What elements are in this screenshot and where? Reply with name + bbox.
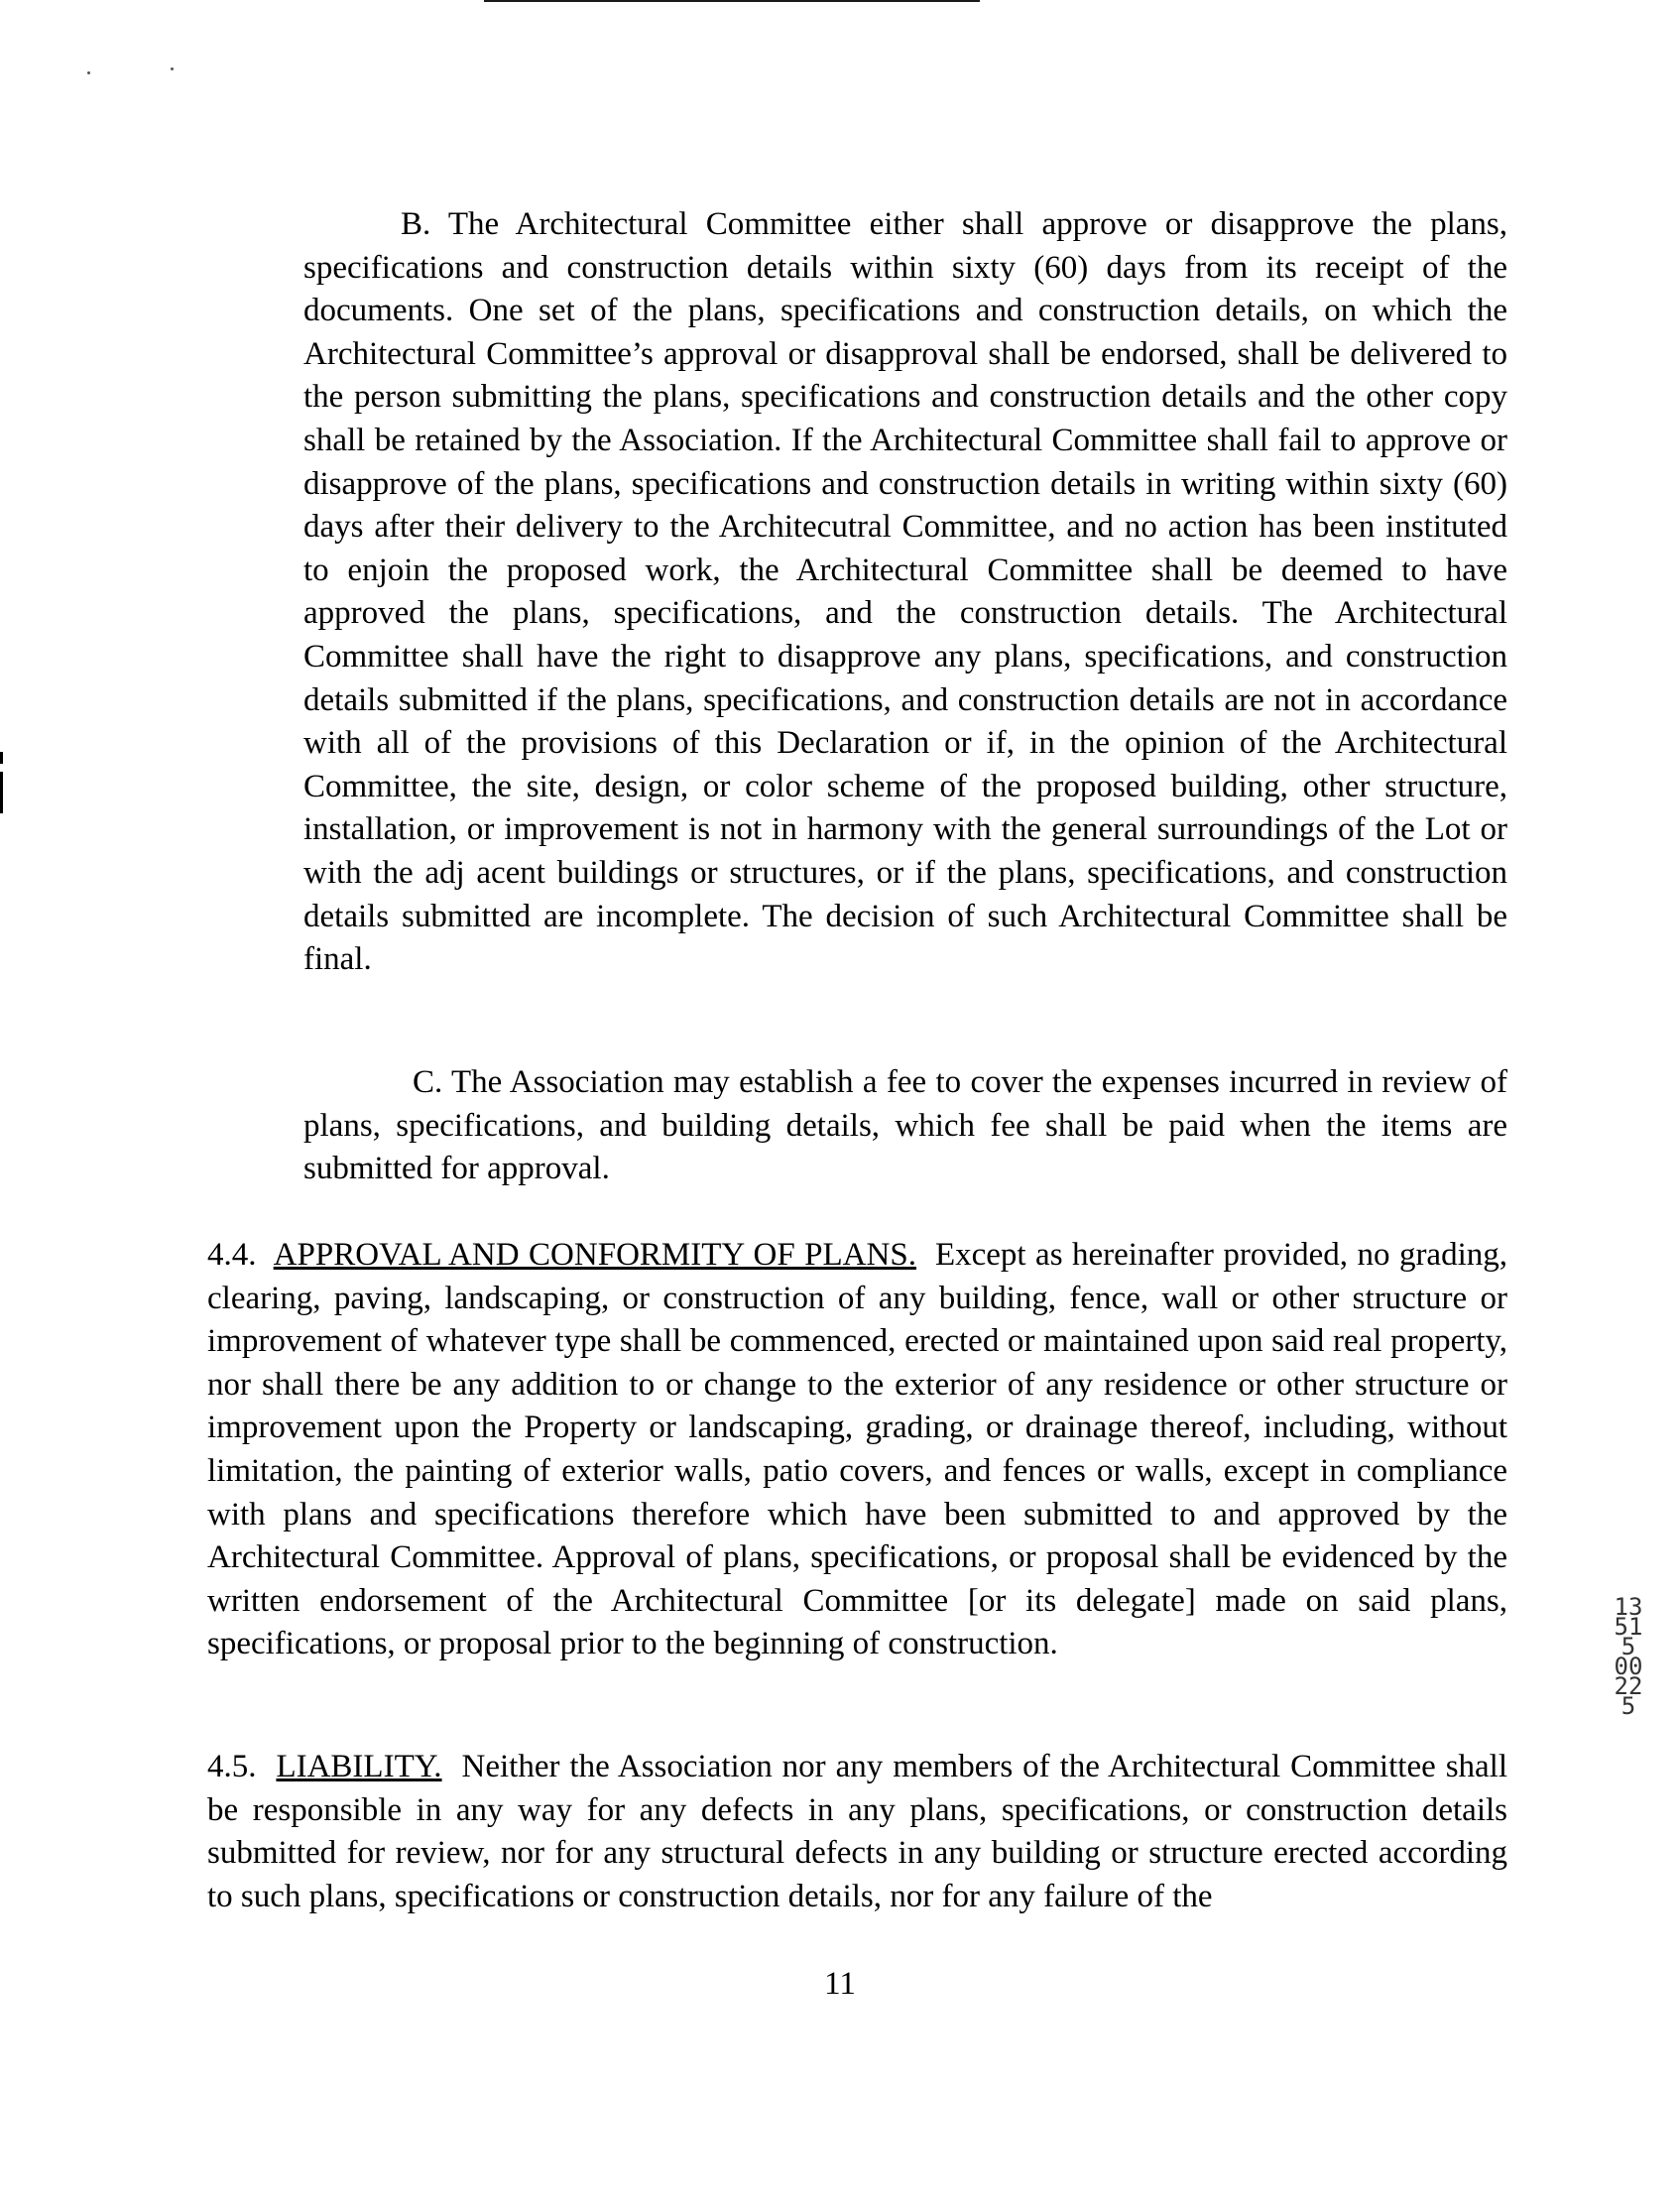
paragraph-b-text: B. The Architectural Committee either shall approve or disapprove the plans, specifications and construction details within sixty (60) days from its receipt of the documents. One set of the plans, specifications and construction details, on which the Architectural Committee’s approval or disapproval shall be endorsed, shall be delivered to the person submitting the plans, specifications and construction details and the other copy shall be retained by the Association. If the Architectural Committee shall fail to approve or disapprove of the plans, specifications and construction details in writing within sixty (60) days after their delivery to the Architecutral Committee, and no action has been instituted to enjoin the proposed work, the Architectural Committee shall be deemed to have approved the plans, specifications, and the construction details. The Architectural Committee shall have the right to disapprove any plans, specifications, and construction details submitted if the plans, specifications, and construction details are not in accordance with all of the provisions of this Declaration or if, in the opinion of the Architectural Committee, the site, design, or color scheme of the proposed building, other structure, installation, or improvement is not in harmony with the general surroundings of the Lot or with the adj acent buildings or structures, or if the plans, specifications, and construction details submitted are incomplete. The decision of such Architectural Committee shall be final. [303,206,1507,978]
bates-stamp: 13515 00225 [1614,1593,1643,1720]
section-body: Neither the Association nor any members of the Architectural Committee shall be responsible in any way for any defects in any plans, specifications, or construction details submitted for review, nor for any structural defects in any building or structure erected according to such plans, specifications or construction details, nor for any failure of the [207,1749,1508,1914]
paragraph-c [303,1061,1507,1191]
section-heading: APPROVAL AND CONFORMITY OF PLANS. [273,1237,916,1273]
scan-speck [87,71,90,74]
section-number: 4.5. [207,1749,257,1784]
section-4-4 [207,1234,1507,1666]
paragraph-b [303,203,1507,982]
section-heading: LIABILITY. [276,1749,442,1784]
section-number: 4.4. [207,1237,257,1273]
scan-edge-line [484,0,980,2]
scan-speck [171,67,174,70]
scan-edge-mark [0,772,3,813]
section-body: Except as hereinafter provided, no grading, clearing, paving, landscaping, or construction of any building, fence, wall or other structure or improvement of whatever type shall be commenced, erected or maintained upon said real property, nor shall there be any addition to or change to the exterior of any residence or other structure or improvement upon the Property or landscaping, grading, or drainage thereof, including, without limitation, the painting of exterior walls, patio covers, and fences or walls, except in compliance with plans and specifications therefore which have been submitted to and approved by the Architectural Committee. Approval of plans, specifications, or proposal shall be evidenced by the written endorsement of the Architectural Committee [or its delegate] made on said plans, specifications, or proposal prior to the beginning of construction. [207,1237,1507,1662]
section-4-5 [207,1746,1507,1918]
scan-edge-mark [0,752,3,764]
page-number: 11 [824,1966,856,2002]
paragraph-c-text: C. The Association may establish a fee to cover the expenses incurred in review of plans, specifications, and building details, which fee shall be paid when the items are submitted for approval. [303,1064,1507,1187]
